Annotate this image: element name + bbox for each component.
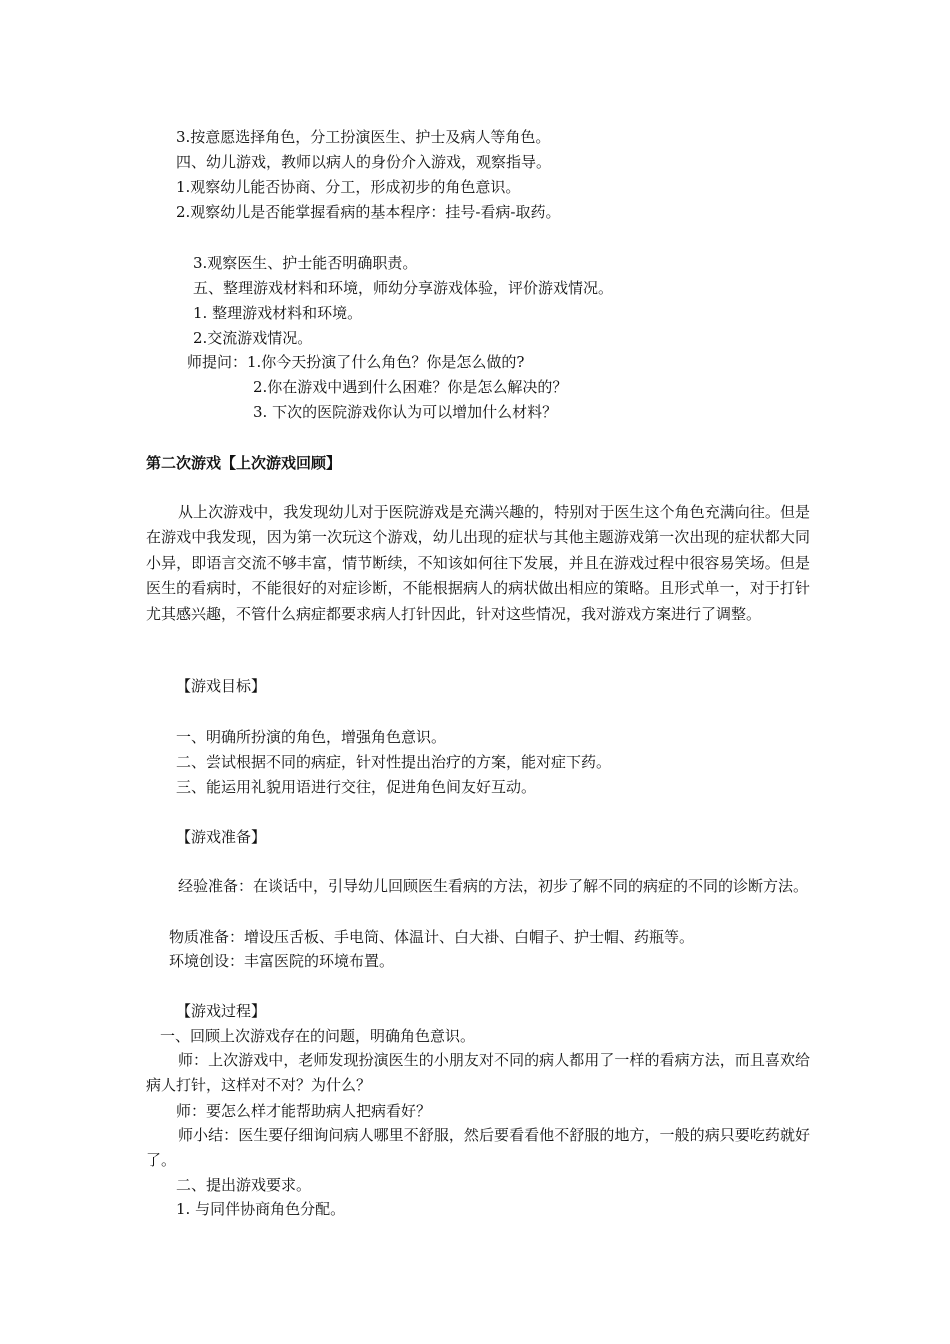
step-exchange: 2.交流游戏情况。 [193, 329, 313, 347]
step-observe-procedure: 2.观察幼儿是否能掌握看病的基本程序：挂号-看病-取药。 [176, 203, 561, 221]
prep-experience: 经验准备：在谈话中，引导幼儿回顾医生看病的方法，初步了解不同的病症的不同的诊断方法。 [178, 877, 809, 895]
process-step-2: 二、提出游戏要求。 [176, 1176, 312, 1194]
prep-heading: 【游戏准备】 [176, 828, 267, 846]
goal-item: 二、尝试根据不同的病症，针对性提出治疗的方案，能对症下药。 [176, 753, 612, 771]
goal-item: 一、明确所扮演的角色，增强角色意识。 [176, 728, 447, 746]
section-heading: 第二次游戏【上次游戏回顾】 [146, 454, 342, 472]
requirement-item: 1. 与同伴协商角色分配。 [176, 1200, 346, 1218]
process-step-1: 一、回顾上次游戏存在的问题，明确角色意识。 [160, 1027, 476, 1045]
teacher-question-1: 师提问：1.你今天扮演了什么角色？你是怎么做的? [187, 353, 525, 371]
prep-material: 物质准备：增设压舌板、手电筒、体温计、白大褂、白帽子、护士帽、药瓶等。 [169, 928, 695, 946]
step-observe-cooperation: 1.观察幼儿能否协商、分工，形成初步的角色意识。 [176, 178, 521, 196]
step-choose-role: 3.按意愿选择角色，分工扮演医生、护士及病人等角色。 [176, 128, 551, 146]
review-paragraph: 从上次游戏中，我发现幼儿对于医院游戏是充满兴趣的，特别对于医生这个角色充满向往。但是在游戏中我发现，因为第一次玩这个游戏，幼儿出现的症状与其他主题游戏第一次出现的症状都大同小异，即语言交流不够丰富，情节断续，不知该如何往下发展，并且在游戏过程中很容易笑场。但是医生的看病时，不能很好的对症诊断，不能根据病人的病状做出相应的策略。且形式单一，对于打针尤其感兴趣，不管什么病症都要求病人打针因此，针对这些情况，我对游戏方案进行了调整。 [146, 503, 810, 623]
step-observe-duties: 3.观察医生、护士能否明确职责。 [193, 254, 418, 272]
teacher-summary: 师小结：医生要仔细询问病人哪里不舒服，然后要看看他不舒服的地方，一般的病只要吃药就好了。 [146, 1126, 810, 1170]
teacher-question-3: 3. 下次的医院游戏你认为可以增加什么材料？ [253, 403, 558, 421]
prep-environment: 环境创设：丰富医院的环境布置。 [169, 952, 395, 970]
step-tidy-materials: 1. 整理游戏材料和环境。 [193, 304, 363, 322]
teacher-question-2: 2.你在游戏中遇到什么困难？你是怎么解决的？ [253, 378, 568, 396]
teacher-dialogue-1: 师：上次游戏中，老师发现扮演医生的小朋友对不同的病人都用了一样的看病方法，而且喜欢给病人打针，这样对不对？为什么？ [146, 1051, 810, 1095]
goals-heading: 【游戏目标】 [176, 677, 267, 695]
step-tidy-and-share: 五、整理游戏材料和环境，师幼分享游戏体验，评价游戏情况。 [193, 279, 614, 297]
process-heading: 【游戏过程】 [176, 1002, 267, 1020]
goal-item: 三、能运用礼貌用语进行交往，促进角色间友好互动。 [176, 778, 537, 796]
step-children-play: 四、幼儿游戏，教师以病人的身份介入游戏，观察指导。 [176, 153, 552, 171]
teacher-dialogue-2: 师：要怎么样才能帮助病人把病看好？ [176, 1102, 432, 1120]
